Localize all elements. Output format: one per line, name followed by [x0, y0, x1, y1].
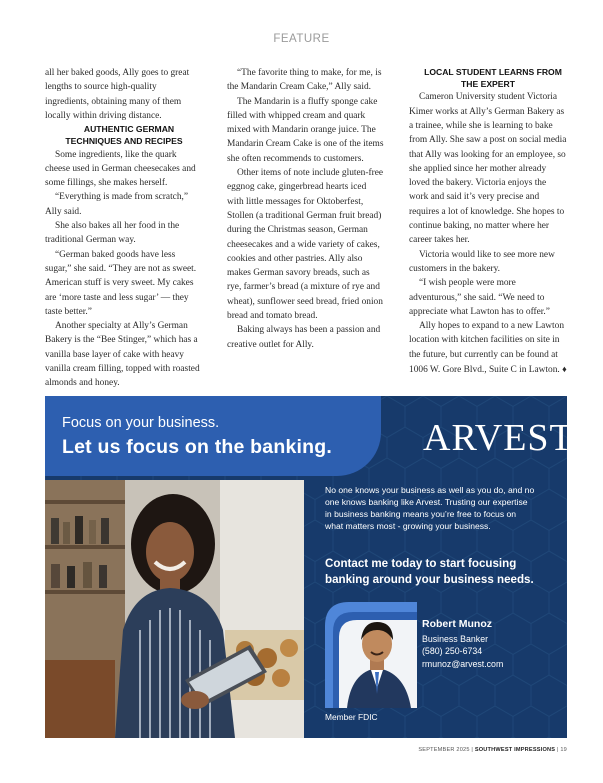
registered-mark: ® [574, 422, 583, 432]
paragraph: Some ingredients, like the quark cheese used in German cheesecakes and some fillings, she makes herself. [45, 149, 196, 189]
banker-headshot [325, 602, 431, 708]
paragraph: Baking always has been a passion and creative outlet for Ally. [227, 325, 381, 350]
contact-phone[interactable]: (580) 250-6734 [422, 646, 483, 656]
paragraph: “Everything is made from scratch,” Ally said. [45, 192, 189, 217]
arvest-logo [423, 416, 583, 460]
contact-email[interactable]: rmunoz@arvest.com [422, 658, 504, 669]
article-column-2 [227, 66, 385, 352]
section-label: FEATURE [273, 33, 330, 45]
paragraph [409, 319, 567, 377]
paragraph: The Mandarin is a fluffy sponge cake filled with whipped cream and quark mixed with Mandarin orange juice. The Mandarin Cream Cake is one of the items she often recommends to customers. [227, 96, 384, 164]
ad-blurb: No one knows your business as well as you do, and no one knows banking like Arvest. Trusting our expertise in business banking means you’re free to focus on what matters most - growing your business. [325, 485, 535, 531]
headline-banner [45, 396, 381, 476]
woman-with-tablet-photo [45, 480, 304, 738]
page-number: 19 [560, 747, 567, 753]
paragraph: “The favorite thing to make, for me, is the Mandarin Cream Cake,” Ally said. [227, 68, 382, 93]
article-column-3 [409, 66, 567, 377]
footer-separator: | [556, 747, 559, 753]
headshot-illustration [325, 602, 431, 708]
headline-line-1: Focus on your business. [62, 415, 220, 431]
footer-separator: | [471, 747, 474, 753]
arvest-advertisement[interactable] [45, 396, 583, 738]
member-fdic: Member FDIC [325, 712, 378, 722]
paragraph: Victoria would like to see more new customers in the bakery. [409, 249, 555, 274]
paragraph-text: Ally hopes to expand to a new Lawton location with kitchen facilities on site in the future, but currently can be found at 1006 W. Gore Blvd., Suite C in Lawton. [409, 321, 565, 376]
paragraph: “I wish people were more adventurous,” she said. “We need to appreciate what Lawton has to offer.” [409, 278, 550, 317]
paragraph: “German baked goods have less sugar,” she said. “They are not as sweet. American stuff is very sweet. My cakes are ‘more taste and less sugar’ — they taste better.” [45, 249, 197, 317]
contact-name: Robert Munoz [422, 618, 492, 630]
subheading: AUTHENTIC GERMAN TECHNIQUES AND RECIPES [65, 124, 183, 147]
paragraph: Another specialty at Ally’s German Bakery is the “Bee Stinger,” which has a vanilla base layer of cake with heavy vanilla cream filling, topped with roasted almonds and honey. [45, 321, 200, 389]
logo-text: ARVEST [423, 417, 574, 459]
article-column-1 [45, 66, 203, 391]
paragraph: Cameron University student Victoria Kimer works at Ally’s German Bakery as a trainee, while she is learning to bake from Ally. She saw a post on social media that Ally was looking for an employee, so she applied since her mother already loved the bakery. Victoria enjoys the work and said it’s very precise and requires a lot of knowledge. She hopes to continue baking, no matter where her career takes her. [409, 92, 567, 246]
headline-line-2: Let us focus on the banking. [62, 436, 332, 458]
ad-call-to-action: Contact me today to start focusing banking around your business needs. [325, 557, 534, 586]
page-footer [418, 747, 567, 753]
publication-name: SOUTHWEST IMPRESSIONS [474, 747, 556, 753]
subheading: LOCAL STUDENT LEARNS FROM THE EXPERT [424, 67, 562, 90]
paragraph: all her baked goods, Ally goes to great lengths to source high-quality ingredients, obtaining many of them locally within driving distance. [45, 68, 190, 121]
paragraph: She also bakes all her food in the traditional German way. [45, 221, 180, 246]
contact-card [422, 618, 503, 670]
issue-date: SEPTEMBER 2025 [418, 747, 470, 753]
contact-title: Business Banker [422, 633, 489, 644]
paragraph: Other items of note include gluten-free eggnog cake, gingerbread hearts iced with little messages for Oktoberfest, Stollen (a traditional German fruit bread) during the Christmas season, German cheesecakes and a wide variety of cakes, cookies and other pastries. Ally also makes German savory breads, such as rye, farmer’s bread (a mixture of rye and wheat), sunflower seed bread, fried onion bread and tomato bread. [227, 168, 384, 322]
bakery-photo-illustration [45, 480, 304, 738]
end-mark-icon: ♦ [562, 364, 567, 375]
